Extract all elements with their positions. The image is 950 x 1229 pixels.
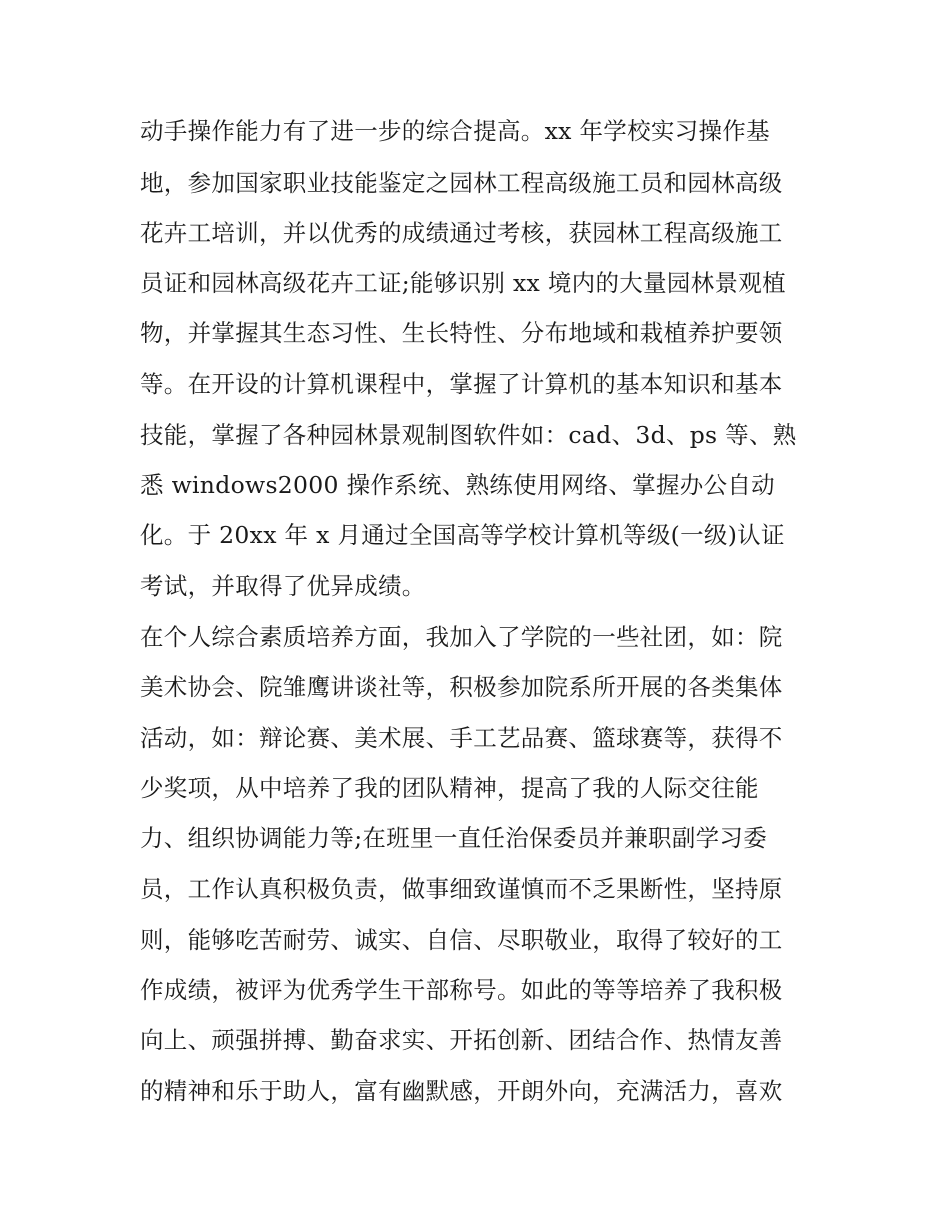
text-line: 向上、顽强拼搏、勤奋求实、开拓创新、团结合作、热情友善 bbox=[140, 1026, 783, 1054]
text-line: 地，参加国家职业技能鉴定之园林工程高级施工员和园林高级 bbox=[140, 169, 783, 197]
text-line: 考试，并取得了优异成绩。 bbox=[140, 572, 426, 600]
text-line: 员，工作认真积极负责，做事细致谨慎而不乏果断性，坚持原 bbox=[140, 875, 783, 903]
text-line: 悉 windows2000 操作系统、熟练使用网络、掌握办公自动 bbox=[140, 471, 775, 499]
text-line: 少奖项，从中培养了我的团队精神，提高了我的人际交往能 bbox=[140, 774, 759, 802]
text-line: 则，能够吃苦耐劳、诚实、自信、尽职敬业，取得了较好的工 bbox=[140, 926, 783, 954]
text-line: 物，并掌握其生态习性、生长特性、分布地域和栽植养护要领 bbox=[140, 319, 783, 347]
text-line: 等。在开设的计算机课程中，掌握了计算机的基本知识和基本 bbox=[140, 370, 783, 398]
text-line: 花卉工培训，并以优秀的成绩通过考核，获园林工程高级施工 bbox=[140, 219, 783, 247]
text-line: 力、组织协调能力等;在班里一直任治保委员并兼职副学习委 bbox=[140, 824, 768, 852]
text-line: 化。于 20xx 年 x 月通过全国高等学校计算机等级(一级)认证 bbox=[140, 521, 785, 549]
text-line: 作成绩，被评为优秀学生干部称号。如此的等等培养了我积极 bbox=[140, 976, 783, 1004]
text-line: 活动，如：辩论赛、美术展、手工艺品赛、篮球赛等，获得不 bbox=[140, 724, 783, 752]
text-line: 技能，掌握了各种园林景观制图软件如：cad、3d、ps 等、熟 bbox=[140, 421, 797, 449]
text-line: 美术协会、院雏鹰讲谈社等，积极参加院系所开展的各类集体 bbox=[140, 673, 783, 701]
text-line: 员证和园林高级花卉工证;能够识别 xx 境内的大量园林景观植 bbox=[140, 269, 786, 297]
text-line: 在个人综合素质培养方面，我加入了学院的一些社团，如：院 bbox=[140, 623, 783, 651]
text-line: 动手操作能力有了进一步的综合提高。xx 年学校实习操作基 bbox=[140, 117, 770, 145]
text-line: 的精神和乐于助人，富有幽默感，开朗外向，充满活力，喜欢 bbox=[140, 1077, 783, 1105]
